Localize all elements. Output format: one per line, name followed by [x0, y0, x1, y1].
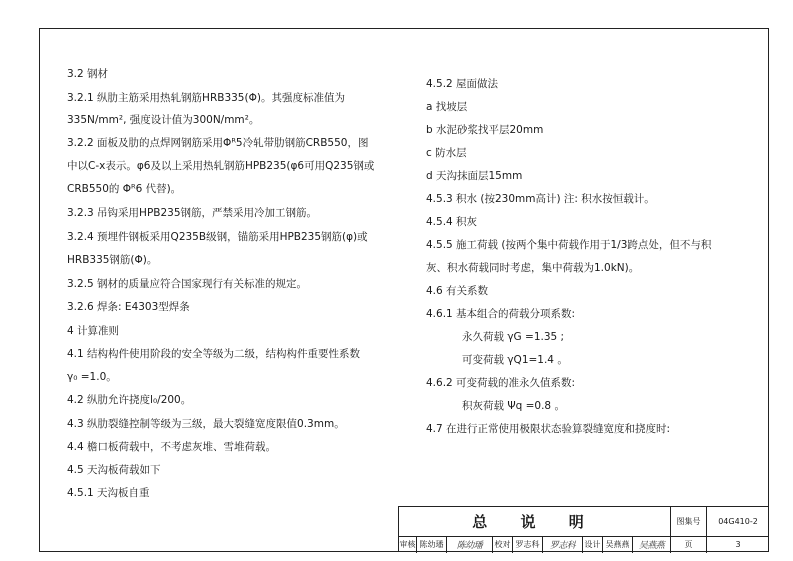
- text-line: 3.2.1 纵肋主筋采用热轧钢筋HRB335(Φ)。其强度标准值为: [67, 92, 345, 104]
- text-line: 3.2.2 面板及肋的点焊网钢筋采用Φᴿ5冷轧带肋钢筋CRB550，图: [67, 137, 369, 149]
- text-line: 335N/mm², 强度设计值为300N/mm²。: [67, 114, 260, 126]
- page-number: 3: [735, 540, 741, 549]
- page-label: 页: [671, 536, 707, 553]
- title-cell: [399, 507, 671, 536]
- text-line: 4.5.1 天沟板自重: [67, 487, 150, 499]
- text-line: CRB550的 Φᴿ6 代替)。: [67, 183, 182, 195]
- text-line: 灰、积水荷载同时考虑，集中荷载为1.0kN)。: [426, 262, 640, 274]
- text-line: 4.2 纵肋允许挠度l₀/200。: [67, 394, 192, 406]
- text-line: 4.1 结构构件使用阶段的安全等级为二级，结构构件重要性系数: [67, 348, 361, 360]
- atlas-number: 04G410-2: [718, 517, 758, 526]
- text-line: a 找坡层: [426, 101, 468, 113]
- checker-signature: 罗志科: [543, 536, 583, 553]
- text-line: 4.3 纵肋裂缝控制等级为三级，最大裂缝宽度限值0.3mm。: [67, 418, 345, 430]
- checker-name: 罗志科: [513, 536, 543, 553]
- text-line: 4.6.1 基本组合的荷载分项系数:: [426, 308, 576, 320]
- text-line: 可变荷载 γQ1=1.4 。: [462, 354, 568, 366]
- title-block: [398, 506, 769, 552]
- text-line: 4.5.5 施工荷载 (按两个集中荷载作用于1/3跨点处，但不与积: [426, 239, 712, 251]
- drawing-title: 总 说 明: [472, 513, 598, 531]
- text-line: 3.2 钢材: [67, 68, 109, 80]
- text-line: 3.2.3 吊钩采用HPB235钢筋，严禁采用冷加工钢筋。: [67, 207, 318, 219]
- text-line: γ₀ =1.0。: [67, 371, 117, 383]
- reviewer-signature: 陈幼璠: [447, 536, 493, 553]
- section-heading: 4 计算准则: [67, 325, 120, 337]
- text-line: 4.5.2 屋面做法: [426, 78, 499, 90]
- text-line: 4.7 在进行正常使用极限状态验算裂缝宽度和挠度时:: [426, 423, 671, 435]
- text-line: 4.5 天沟板荷载如下: [67, 464, 161, 476]
- text-line: 3.2.5 钢材的质量应符合国家现行有关标准的规定。: [67, 278, 308, 290]
- text-line: HRB335钢筋(Φ)。: [67, 254, 158, 266]
- reviewer-name: 陈幼璠: [417, 536, 447, 553]
- text-line: 永久荷载 γG =1.35 ;: [462, 331, 565, 343]
- designer-signature: 吴燕燕: [633, 536, 671, 553]
- atlas-label: 图集号: [671, 507, 707, 536]
- text-line: d 天沟抹面层15mm: [426, 170, 523, 182]
- text-line: 4.6.2 可变荷载的准永久值系数:: [426, 377, 576, 389]
- text-line: b 水泥砂浆找平层20mm: [426, 124, 544, 136]
- check-label: 校对: [493, 536, 513, 553]
- text-line: 3.2.6 焊条: E4303型焊条: [67, 301, 190, 313]
- review-label: 审核: [399, 536, 417, 553]
- text-line: c 防水层: [426, 147, 467, 159]
- text-line: 4.4 檐口板荷载中，不考虑灰堆、雪堆荷载。: [67, 441, 277, 453]
- designer-name: 吴燕燕: [603, 536, 633, 553]
- text-line: 4.5.4 积灰: [426, 216, 478, 228]
- text-line: 3.2.4 预埋件钢板采用Q235B级钢，锚筋采用HPB235钢筋(φ)或: [67, 231, 368, 243]
- text-line: 中以C-x表示。φ6及以上采用热轧钢筋HPB235(φ6可用Q235钢或: [67, 160, 375, 172]
- section-heading: 4.6 有关系数: [426, 285, 489, 297]
- text-line: 4.5.3 积水 (按230mm高计) 注: 积水按恒载计。: [426, 193, 655, 205]
- text-line: 积灰荷载 Ψq =0.8 。: [462, 400, 565, 412]
- design-label: 设计: [583, 536, 603, 553]
